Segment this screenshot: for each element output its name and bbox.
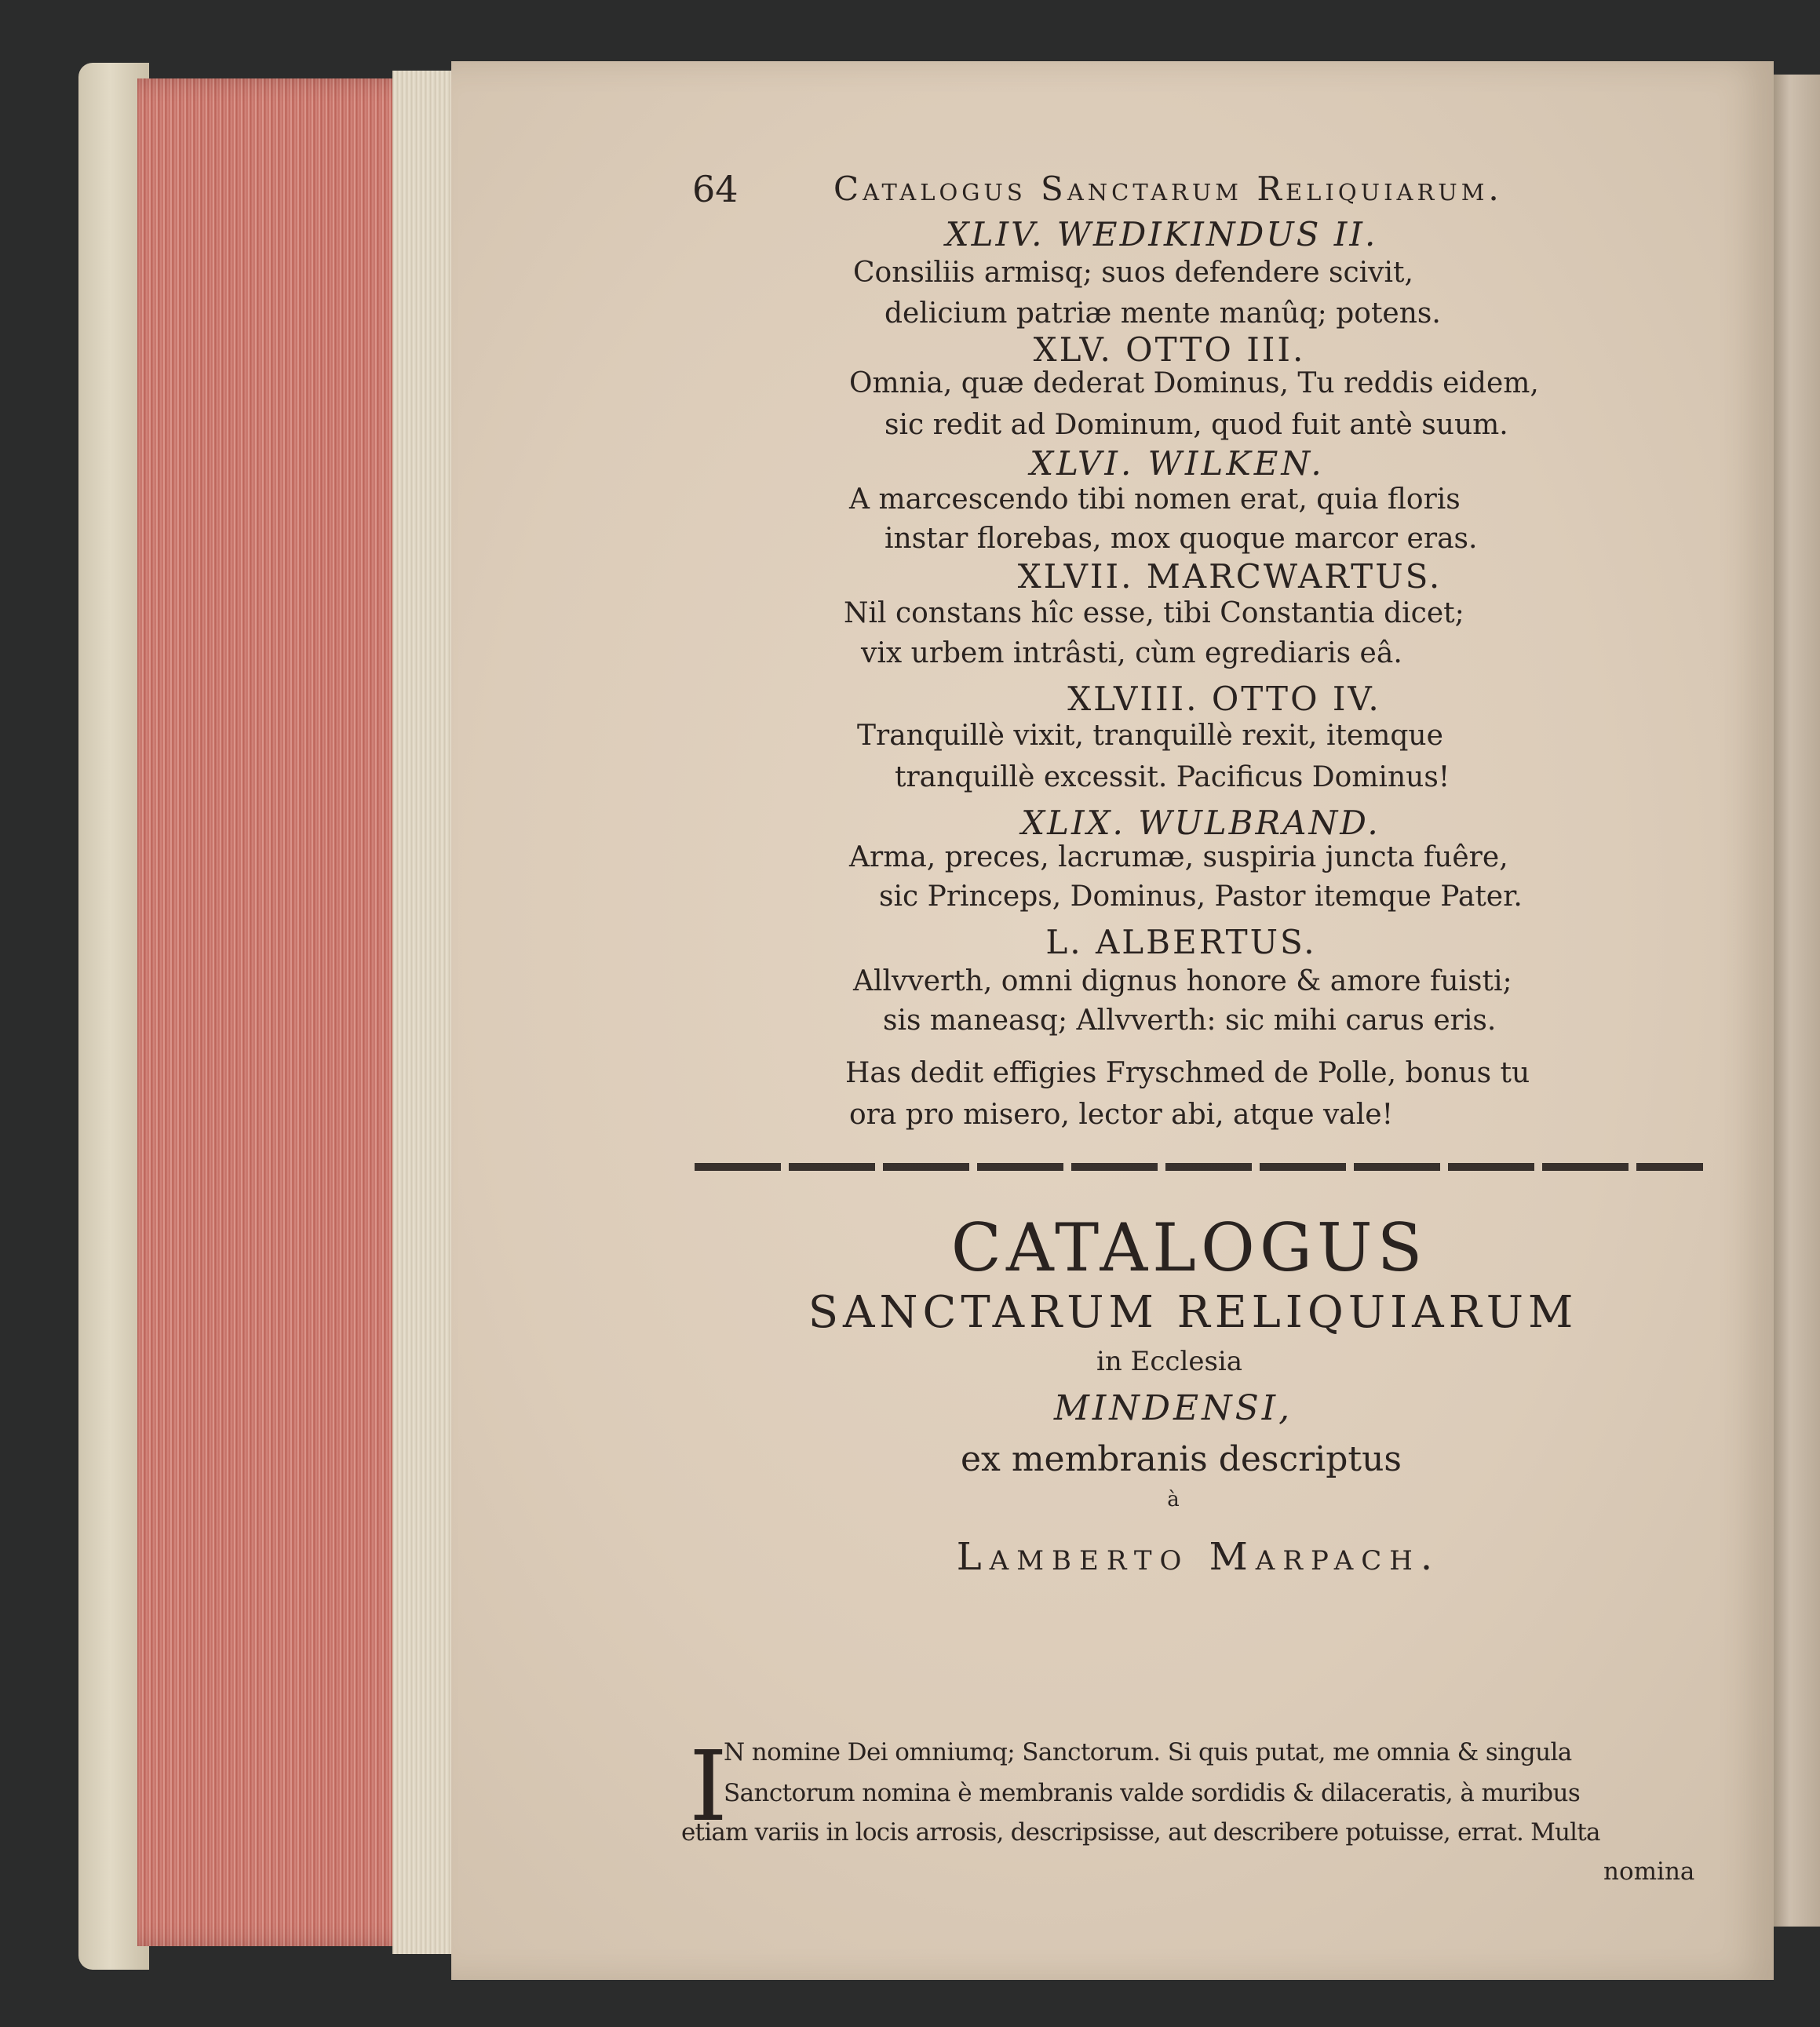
title-line: in Ecclesia <box>1096 1346 1243 1377</box>
title-line: MINDENSI, <box>1053 1388 1293 1428</box>
catalogue-title: CATALOGUS <box>950 1209 1428 1286</box>
epitaph-line: Allvverth, omni dignus honore & amore fuisti; <box>853 965 1512 997</box>
facing-page-edge <box>1770 75 1820 1927</box>
epitaph-line: sis maneasq; Allvverth: sic mihi carus eris. <box>883 1004 1497 1037</box>
epitaph-line: tranquillè excessit. Pacificus Dominus! <box>895 761 1450 793</box>
epitaph-line: delicium patriæ mente manûq; potens. <box>884 297 1441 330</box>
body-line: Sanctorum nomina è membranis valde sordidis & dilaceratis, à muribus <box>724 1779 1581 1807</box>
body-line: etiam variis in locis arrosis, descripsisse, aut describere potuisse, errat. Multa <box>681 1818 1600 1847</box>
epitaph-line: A marcescendo tibi nomen erat, quia floris <box>849 483 1461 516</box>
title-line: ex membranis descriptus <box>960 1439 1402 1479</box>
drop-capital: I <box>689 1730 728 1843</box>
epitaph-line: Consiliis armisq; suos defendere scivit, <box>853 257 1413 289</box>
epitaph-heading: XLVII. MARCWARTUS. <box>1017 557 1443 596</box>
author-line: Lamberto Marpach. <box>956 1535 1441 1579</box>
running-head: Catalogus Sanctarum Reliquiarum. <box>833 170 1503 208</box>
epitaph-line: sic redit ad Dominum, quod fuit antè suum. <box>884 409 1508 441</box>
epitaph-line: sic Princeps, Dominus, Pastor itemque Pater. <box>879 880 1523 913</box>
epitaph-heading: XLV. OTTO III. <box>1033 330 1306 369</box>
epitaph-heading: XLIV. WEDIKINDUS II. <box>945 215 1378 253</box>
catchword: nomina <box>1603 1857 1695 1886</box>
epitaph-line: instar florebas, mox quoque marcor eras. <box>884 523 1478 555</box>
closing-line: ora pro misero, lector abi, atque vale! <box>849 1099 1394 1131</box>
ornamental-rule <box>695 1163 1703 1171</box>
epitaph-line: Arma, preces, lacrumæ, suspiria juncta fuêre, <box>849 841 1508 873</box>
title-line: à <box>1167 1488 1180 1511</box>
epitaph-heading: XLIX. WULBRAND. <box>1021 804 1381 842</box>
epitaph-heading: XLVIII. OTTO IV. <box>1067 680 1381 718</box>
epitaph-line: Omnia, quæ dederat Dominus, Tu reddis eidem, <box>849 367 1539 399</box>
epitaph-line: Nil constans hîc esse, tibi Constantia dicet; <box>844 597 1464 629</box>
page-number: 64 <box>692 168 739 210</box>
catalogue-subtitle: SANCTARUM RELIQUIARUM <box>808 1287 1578 1338</box>
body-line: N nomine Dei omniumq; Sanctorum. Si quis putat, me omnia & singula <box>724 1738 1572 1766</box>
closing-line: Has dedit effigies Fryschmed de Polle, bonus tu <box>845 1057 1530 1089</box>
epitaph-heading: L. ALBERTUS. <box>1045 923 1317 961</box>
epitaph-heading: XLVI. WILKEN. <box>1030 444 1325 483</box>
epitaph-line: vix urbem intrâsti, cùm egrediaris eâ. <box>861 637 1402 669</box>
epitaph-line: Tranquillè vixit, tranquillè rexit, itemque <box>857 720 1443 752</box>
